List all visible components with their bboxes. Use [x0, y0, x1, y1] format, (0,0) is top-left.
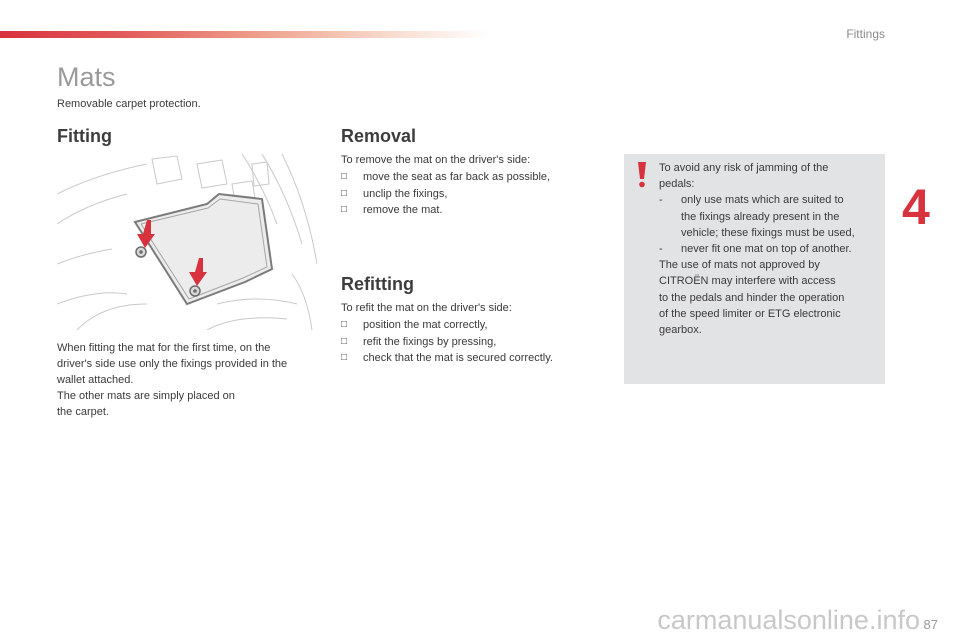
- fitting-text-line: When fitting the mat for the first time, on the: [57, 342, 271, 354]
- warning-text: [659, 160, 881, 338]
- step-text: move the seat as far back as possible,: [363, 171, 551, 183]
- warning-line: pedals:: [659, 178, 695, 191]
- checkbox-bullet-icon: □: [341, 319, 348, 330]
- checkbox-bullet-icon: □: [341, 335, 348, 347]
- removal-heading: Removal: [341, 126, 417, 146]
- removal-intro: To remove the mat on the driver's side:: [341, 154, 531, 166]
- warning-item: [659, 241, 881, 257]
- refitting-steps: [341, 317, 553, 367]
- warning-item-line: the fixings already present in the: [681, 210, 840, 223]
- refitting-heading: Refitting: [341, 274, 414, 294]
- checkbox-bullet-icon: □: [341, 352, 348, 363]
- step-text: refit the fixings by pressing,: [363, 335, 497, 348]
- step-text: check that the mat is secured correctly.: [363, 352, 553, 364]
- exclamation-icon: [636, 162, 648, 188]
- warning-item: [659, 192, 881, 241]
- fitting-text: [57, 340, 327, 420]
- page-subtitle: Removable carpet protection.: [57, 98, 201, 110]
- warning-line: CITROËN may interfere with access: [659, 275, 836, 288]
- dash-bullet: -: [659, 243, 663, 256]
- checkbox-bullet-icon: □: [341, 204, 348, 215]
- list-item: [341, 317, 553, 334]
- list-item: [341, 169, 550, 186]
- warning-box: [624, 154, 885, 384]
- warning-line: of the speed limiter or ETG electronic: [659, 307, 841, 320]
- fitting-text-line: The other mats are simply placed on: [57, 390, 235, 402]
- section-header: Fittings: [846, 27, 885, 41]
- warning-line: to the pedals and hinder the operation: [659, 291, 845, 304]
- warning-item-line: never fit one mat on top of another.: [681, 243, 852, 256]
- list-item: [341, 202, 550, 219]
- watermark: carmanualsonline.info: [657, 605, 920, 635]
- page-title: Mats: [57, 62, 116, 92]
- warning-line: To avoid any risk of jamming of the: [659, 162, 829, 174]
- fitting-text-line: the carpet.: [57, 406, 109, 418]
- fitting-text-line: wallet attached.: [57, 374, 134, 386]
- checkbox-bullet-icon: □: [341, 187, 348, 199]
- step-text: unclip the fixings,: [363, 187, 448, 200]
- dash-bullet: -: [659, 194, 663, 207]
- warning-item-line: vehicle; these fixings must be used,: [681, 226, 855, 239]
- checkbox-bullet-icon: □: [341, 171, 348, 182]
- chapter-number: 4: [902, 179, 930, 235]
- warning-item-line: only use mats which are suited to: [681, 194, 844, 207]
- removal-steps: [341, 169, 550, 219]
- page-number: 87: [923, 617, 938, 632]
- mat-illustration: [57, 154, 317, 330]
- refitting-intro: To refit the mat on the driver's side:: [341, 302, 512, 314]
- header-accent-bar: [0, 31, 490, 38]
- list-item: [341, 350, 553, 367]
- fitting-text-line: driver's side use only the fixings provided in the: [57, 358, 288, 370]
- step-text: remove the mat.: [363, 204, 443, 216]
- step-text: position the mat correctly,: [363, 319, 488, 331]
- list-item: [341, 334, 553, 351]
- fitting-heading: Fitting: [57, 126, 112, 146]
- warning-line: gearbox.: [659, 324, 702, 337]
- warning-line: The use of mats not approved by: [659, 259, 820, 272]
- list-item: [341, 186, 550, 203]
